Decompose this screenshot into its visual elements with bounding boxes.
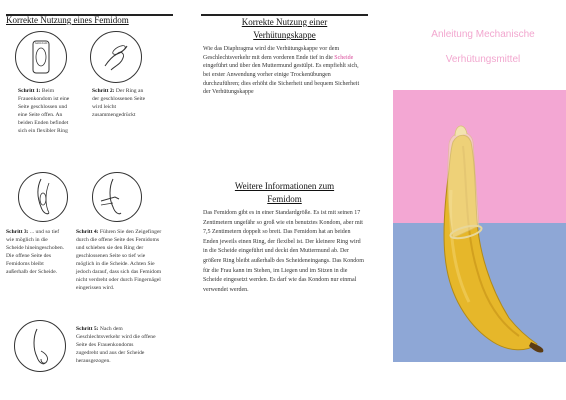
info-title-line1: Weitere Informationen zum	[234, 181, 335, 191]
step4-body: Führen Sie den Zeigefinger durch die offene Seite des Femidoms und schieben sie den Ring der geschlossenen Seite so tief wie möglich in die Scheide. Achten Sie jedoch darauf, dass sich das Femidom nicht verdreht oder durch Fingernägel eingerissen wird.	[76, 229, 162, 291]
cap-body-highlight: Scheide	[334, 54, 354, 61]
svg-text:femidom: femidom	[34, 41, 48, 45]
step5-body: Nach dem Geschlechtsverkehr wird die offene Seite des Frauenkondoms zugedreht und aus der Scheide herausgezogen.	[76, 326, 156, 364]
cap-body-after: eingeführt und über den Muttermund gestülpt. Es empfiehlt sich, bei erster Anwendung vorher einige Trockenübungen durchzuführen; dies erhöht die Sicherheit und bequem Sicherheit der Verhütungskappe	[203, 63, 360, 96]
banana-with-condom-icon	[393, 90, 566, 362]
banana-illustration	[393, 90, 566, 362]
step1-body: Beim Frauenkondom ist eine Seite geschlossen und eine Seite offen. An beiden Enden befindet sich ein flexibler Ring	[18, 88, 70, 134]
step5-label: Schritt 5:	[76, 326, 99, 332]
info-body: Das Femidom gibt es in einer Standardgröße. Es ist mit seinen 17 Zentimetern ungefähr so groß wie ein benutztes Kondom, aber mit 7,5 Zentimetern doppelt so breit. Das Femidom hat an beiden Enden jeweils einen Ring, der flexibel ist. Der kleinere Ring wird in die Scheide eingeführt und deckt den Muttermund ab. Der größere Ring bleibt außerhalb des Scheideneingangs. Das Kondom für die Frau kann im Stehen, im Liegen und im Sitzen in die Scheide eingesetzt werden. Es darf wie das Kondom nur einmal verwendet werden.	[203, 210, 364, 293]
step4-finger-push-icon	[92, 172, 142, 222]
femidom-usage-title: Korrekte Nutzung eines Femidom	[6, 15, 129, 25]
info-title	[201, 180, 368, 206]
step2-label: Schritt 2:	[92, 88, 115, 94]
step2-body: Der Ring an der geschlossenen Seite wird leicht zusammengedrückt	[92, 88, 146, 118]
step2-hand-squeeze-icon	[90, 31, 142, 83]
step2-text	[92, 88, 146, 120]
step4-label: Schritt 4:	[76, 229, 99, 235]
step5-text	[76, 326, 156, 366]
cap-usage-title	[201, 16, 368, 42]
cover-title	[403, 22, 563, 72]
step1-label: Schritt 1:	[18, 88, 41, 94]
cap-title-line2: Verhütungskappe	[253, 30, 316, 41]
cover-title-line1: Anleitung Mechanische	[431, 29, 535, 40]
step1-condom-package-icon	[15, 31, 67, 83]
step3-body: ... und so tief wie möglich in die Scheide hineingeschoben. Die offene Seite des Femidoms bleibt außerhalb der Scheide.	[6, 229, 65, 275]
step3-insert-icon	[18, 172, 68, 222]
cover-title-line2: Verhütungsmittel	[445, 54, 521, 65]
step5-remove-icon	[14, 320, 66, 372]
step4-text	[76, 229, 164, 293]
cap-body	[203, 45, 363, 97]
step1-text	[18, 88, 72, 136]
cap-body-before: Wie das Diaphragma wird die Verhütungskappe vor dem Geschlechtsverkehr mit dem vorderen Ende tief in die	[203, 46, 340, 61]
step3-label: Schritt 3:	[6, 229, 29, 235]
cap-title-line1: Korrekte Nutzung einer	[241, 17, 328, 27]
step3-text	[6, 229, 66, 277]
info-title-line2: Femidom	[267, 194, 302, 205]
